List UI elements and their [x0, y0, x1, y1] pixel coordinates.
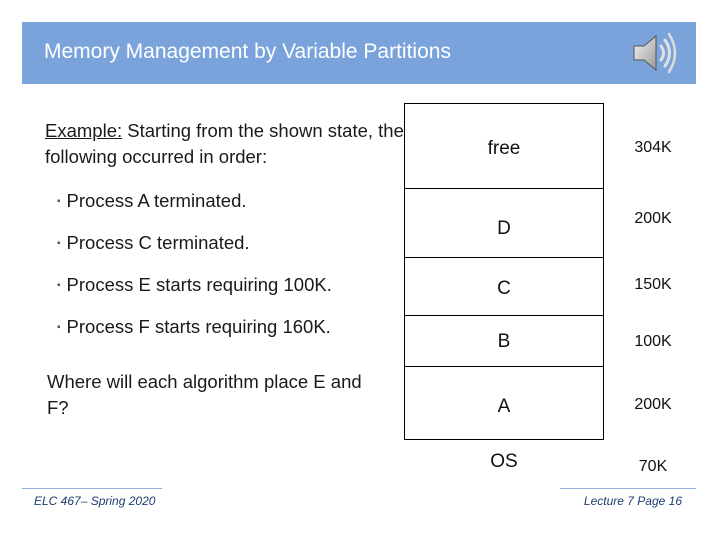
partition-name: free: [487, 138, 521, 159]
intro-text: Starting from the shown state, the following occurred in order:: [45, 120, 404, 167]
partition-name: B: [497, 331, 511, 352]
partition-name: C: [497, 278, 511, 299]
partition-size: 150K: [634, 276, 672, 293]
bullet-text: Process C terminated.: [66, 232, 250, 253]
partition-size: 200K: [634, 396, 672, 413]
partition-name: OS: [490, 451, 518, 472]
bullet-square-icon: ▪: [57, 322, 61, 333]
footer-rule: [22, 488, 162, 489]
bullet-text: Process E starts requiring 100K.: [66, 274, 332, 295]
bullet-square-icon: ▪: [57, 238, 61, 249]
speaker-icon[interactable]: [630, 28, 680, 78]
footer-rule: [560, 488, 696, 489]
page-number: Lecture 7 Page 16: [583, 494, 682, 508]
partition-divider: [405, 315, 603, 316]
slide-title: Memory Management by Variable Partitions: [44, 40, 451, 63]
bullet-square-icon: ▪: [57, 280, 61, 291]
partition-size: 304K: [634, 139, 672, 156]
title-bar: [22, 22, 696, 84]
course-label: ELC 467– Spring 2020: [34, 494, 156, 508]
intro-paragraph: [45, 118, 405, 170]
list-item: [57, 274, 332, 296]
question-text: Where will each algorithm place E and F?: [47, 371, 362, 418]
partition-divider: [405, 257, 603, 258]
bullet-text: Process F starts requiring 160K.: [66, 316, 331, 337]
list-item: [57, 190, 247, 212]
bullet-square-icon: ▪: [57, 196, 61, 207]
partition-divider: [405, 188, 603, 189]
list-item: [57, 316, 331, 338]
partition-size: 100K: [634, 333, 672, 350]
partition-divider: [405, 366, 603, 367]
intro-prefix: Example:: [45, 120, 123, 141]
bullet-text: Process A terminated.: [66, 190, 247, 211]
partition-name: A: [497, 396, 511, 417]
partition-name: D: [497, 218, 511, 239]
partition-size: 200K: [634, 210, 672, 227]
partition-size: 70K: [638, 458, 668, 475]
list-item: [57, 232, 250, 254]
